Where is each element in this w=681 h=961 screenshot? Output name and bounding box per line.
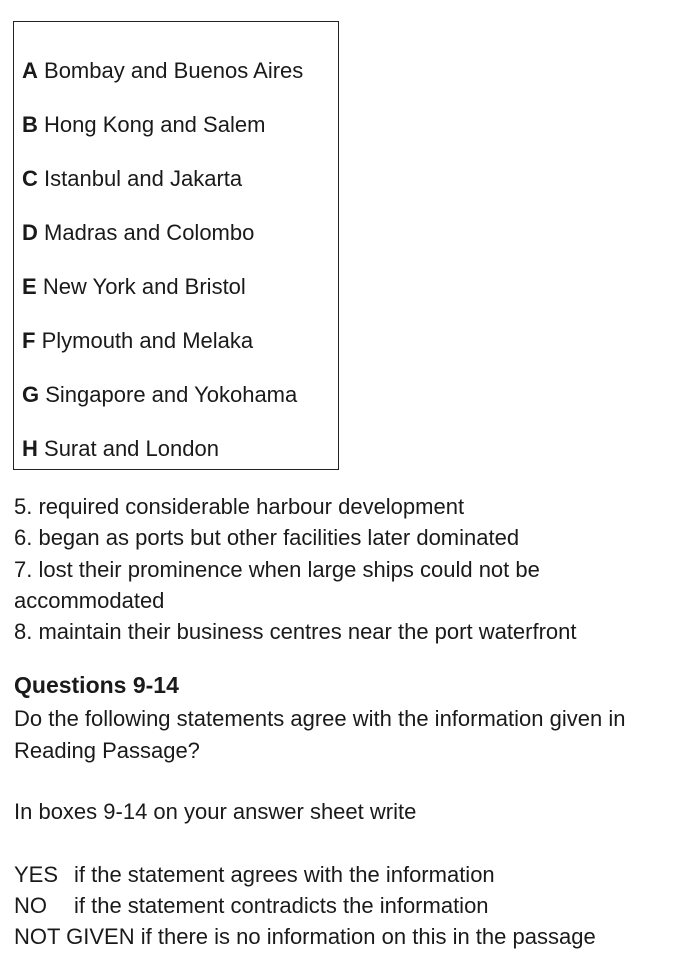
answer-key-not-given: [14, 924, 596, 950]
option-letter: B: [22, 112, 38, 137]
statement-6: 6. began as ports but other facilities later dominated: [14, 525, 520, 550]
option-text: Madras and Colombo: [44, 220, 255, 245]
answer-key-label: NOT GIVEN: [14, 924, 135, 949]
option-text: New York and Bristol: [42, 274, 246, 299]
option-h: [22, 436, 219, 462]
option-c: [22, 166, 242, 192]
option-letter: D: [22, 220, 38, 245]
option-b: [22, 112, 265, 138]
answer-key-label: YES: [14, 862, 59, 887]
option-g: [22, 382, 297, 408]
instruction-line-2: Reading Passage?: [14, 738, 200, 763]
statement-5: 5. required considerable harbour development: [14, 494, 465, 519]
option-text: Plymouth and Melaka: [41, 328, 254, 353]
option-text: Singapore and Yokohama: [45, 382, 298, 407]
questions-heading: Questions 9-14: [14, 672, 179, 698]
answer-key-yes: [14, 862, 495, 888]
option-e: [22, 274, 246, 300]
option-text: Istanbul and Jakarta: [44, 166, 243, 191]
answer-key-text: if there is no information on this in the passage: [140, 924, 596, 949]
option-letter: E: [22, 274, 37, 299]
option-f: [22, 328, 253, 354]
option-d: [22, 220, 254, 246]
statement-7-continued: accommodated: [14, 588, 165, 613]
option-letter: A: [22, 58, 38, 83]
answer-key-text: if the statement agrees with the information: [74, 862, 495, 887]
instruction-line-1: Do the following statements agree with the information given in: [14, 706, 626, 731]
option-letter: G: [22, 382, 40, 407]
answer-key-no: [14, 893, 489, 919]
statement-7: 7. lost their prominence when large ships could not be: [14, 557, 540, 582]
option-text: Bombay and Buenos Aires: [44, 58, 304, 83]
statement-8: 8. maintain their business centres near the port waterfront: [14, 619, 577, 644]
option-a: [22, 58, 303, 84]
option-letter: H: [22, 436, 38, 461]
answer-instruction: In boxes 9-14 on your answer sheet write: [14, 799, 417, 824]
answer-key-text: if the statement contradicts the information: [74, 893, 489, 918]
option-letter: C: [22, 166, 38, 191]
options-box: [13, 21, 339, 470]
option-letter: F: [22, 328, 36, 353]
option-text: Surat and London: [44, 436, 219, 461]
answer-key-label: NO: [14, 893, 47, 918]
option-text: Hong Kong and Salem: [44, 112, 266, 137]
